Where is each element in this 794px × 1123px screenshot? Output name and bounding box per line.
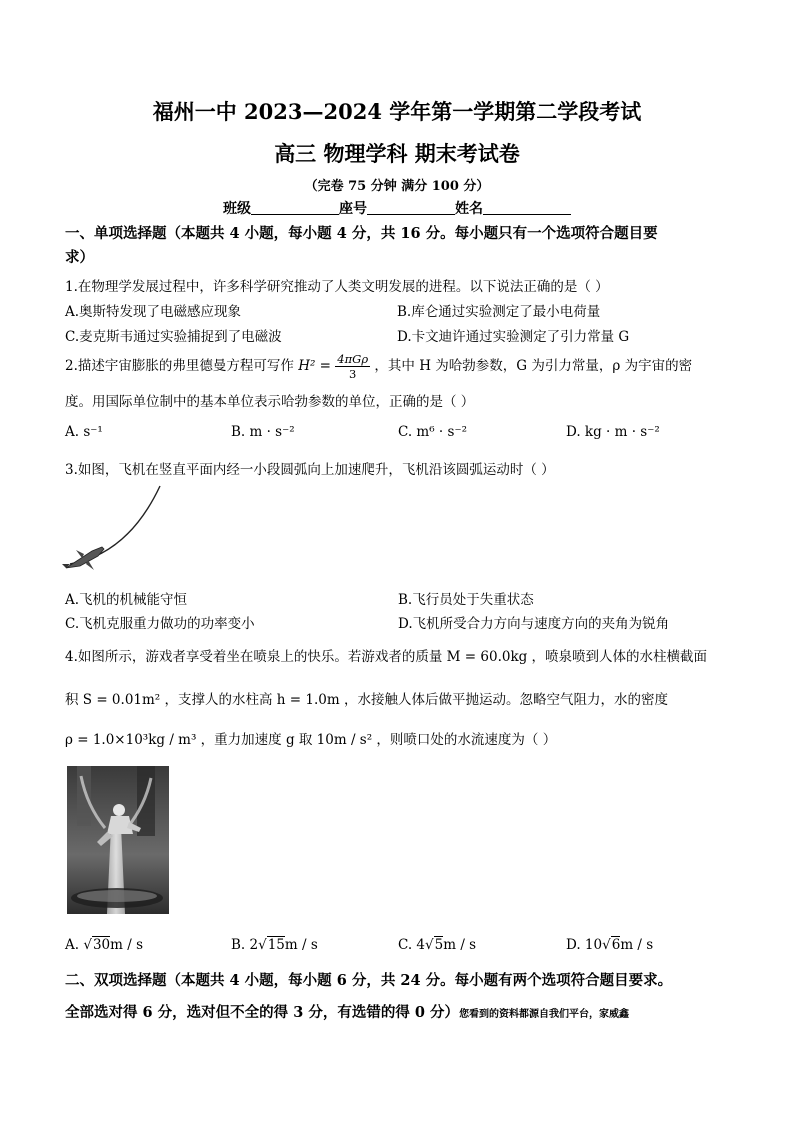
- section2-heading: 二、双项选择题（本题共 4 小题，每小题 6 分，共 24 分。每小题有两个选项符合题目要求。: [65, 972, 673, 989]
- q3-option-a[interactable]: A.飞机的机械能守恒: [65, 592, 188, 608]
- q4-option-a[interactable]: [65, 937, 143, 953]
- name-blank[interactable]: [483, 200, 571, 215]
- plane-arc-figure: [58, 484, 168, 576]
- q4-stem-line2: 积 S = 0.01m² ，支撑人的水柱高 h = 1.0m ，水接触人体后做平抛运动。忽略空气阻力，水的密度: [65, 692, 668, 708]
- q4-b-unit: m / s: [284, 937, 318, 953]
- section2-heading-cont: [65, 1001, 629, 1022]
- section1-heading-cont: 求）: [65, 249, 94, 266]
- class-label: 班级: [223, 201, 251, 217]
- sqrt-icon: √: [602, 937, 611, 953]
- q2-option-c[interactable]: C. m⁶ · s⁻²: [398, 424, 467, 440]
- q4-stem-line3: ρ = 1.0×10³kg / m³ ，重力加速度 g 取 10m / s² ，则喷口处的水流速度为（ ）: [65, 732, 557, 748]
- q4-a-unit: m / s: [110, 937, 144, 953]
- q2-stem-line2: 度。用国际单位制中的基本单位表示哈勃参数的单位，正确的是（ ）: [65, 394, 475, 410]
- q2-eq-fraction: [335, 352, 370, 381]
- q4-b-radicand: 15: [267, 937, 285, 953]
- watermark-text: 您看到的资料都源自我们平台，家威鑫: [459, 1009, 630, 1020]
- arc-path: [70, 486, 160, 564]
- q2-stem-prefix: 2.描述宇宙膨胀的弗里德曼方程可写作: [65, 358, 294, 374]
- q3-option-b[interactable]: B.飞行员处于失重状态: [398, 592, 534, 608]
- q2-stem: [65, 352, 692, 381]
- q4-d-radicand: 6: [611, 937, 621, 953]
- q4-b-prefix: B. 2: [231, 937, 259, 953]
- exam-subject-title: 高三 物理学科 期末考试卷: [274, 141, 520, 166]
- q3-option-c[interactable]: C.飞机克服重力做功的功率变小: [65, 616, 255, 632]
- fountain-photo: [67, 766, 169, 914]
- class-blank[interactable]: [251, 200, 339, 215]
- seat-blank[interactable]: [367, 200, 455, 215]
- q4-a-prefix: A.: [65, 937, 84, 953]
- q4-option-b[interactable]: [231, 937, 318, 953]
- q1-option-d[interactable]: D.卡文迪许通过实验测定了引力常量 G: [397, 329, 630, 345]
- q3-stem: 3.如图，飞机在竖直平面内经一小段圆弧向上加速爬升，飞机沿该圆弧运动时（ ）: [65, 462, 555, 478]
- q2-eq-numerator: 4πGρ: [337, 352, 369, 366]
- q2-stem-suffix: ，其中 H 为哈勃参数，G 为引力常量，ρ 为宇宙的密: [374, 358, 693, 374]
- q4-c-prefix: C. 4: [398, 937, 426, 953]
- student-info-row: [0, 198, 794, 218]
- name-label: 姓名: [455, 201, 483, 217]
- q2-eq-lhs: H² =: [298, 358, 331, 374]
- q1-option-b[interactable]: B.库仑通过实验测定了最小电荷量: [397, 304, 601, 320]
- q1-option-c[interactable]: C.麦克斯韦通过实验捕捉到了电磁波: [65, 329, 282, 345]
- q1-option-a[interactable]: A.奥斯特发现了电磁感应现象: [65, 304, 242, 320]
- seat-label: 座号: [339, 201, 367, 217]
- q3-option-d[interactable]: D.飞机所受合力方向与速度方向的夹角为锐角: [398, 616, 670, 632]
- fighter-jet-icon: [62, 547, 104, 570]
- section2-heading-line2: 全部选对得 6 分，选对但不全的得 3 分，有选错的得 0 分）: [65, 1004, 460, 1021]
- sqrt-icon: √: [83, 937, 92, 953]
- q4-option-c[interactable]: [398, 937, 476, 953]
- exam-title: 福州一中 2023—2024 学年第一学期第二学段考试: [152, 99, 642, 124]
- exam-duration-score: （完卷 75 分钟 满分 100 分）: [304, 179, 490, 194]
- q2-option-a[interactable]: A. s⁻¹: [65, 424, 103, 440]
- q4-d-prefix: D. 10: [566, 937, 603, 953]
- q4-c-unit: m / s: [443, 937, 477, 953]
- q4-stem-line1: 4.如图所示，游戏者享受着坐在喷泉上的快乐。若游戏者的质量 M = 60.0kg ，喷泉喷到人体的水柱横截面: [65, 649, 708, 665]
- sqrt-icon: √: [425, 937, 434, 953]
- sqrt-icon: √: [258, 937, 267, 953]
- q4-a-radicand: 30: [92, 937, 111, 953]
- q2-option-d[interactable]: D. kg · m · s⁻²: [566, 424, 660, 440]
- section1-heading: 一、单项选择题（本题共 4 小题，每小题 4 分，共 16 分。每小题只有一个选项符合题目要: [65, 225, 658, 242]
- q4-d-unit: m / s: [620, 937, 654, 953]
- q4-c-radicand: 5: [434, 937, 444, 953]
- q1-stem: 1.在物理学发展过程中，许多科学研究推动了人类文明发展的进程。以下说法正确的是（ ）: [65, 279, 609, 295]
- q4-option-d[interactable]: [566, 937, 653, 953]
- q2-eq-denominator: 3: [349, 367, 357, 381]
- q2-option-b[interactable]: B. m · s⁻²: [231, 424, 295, 440]
